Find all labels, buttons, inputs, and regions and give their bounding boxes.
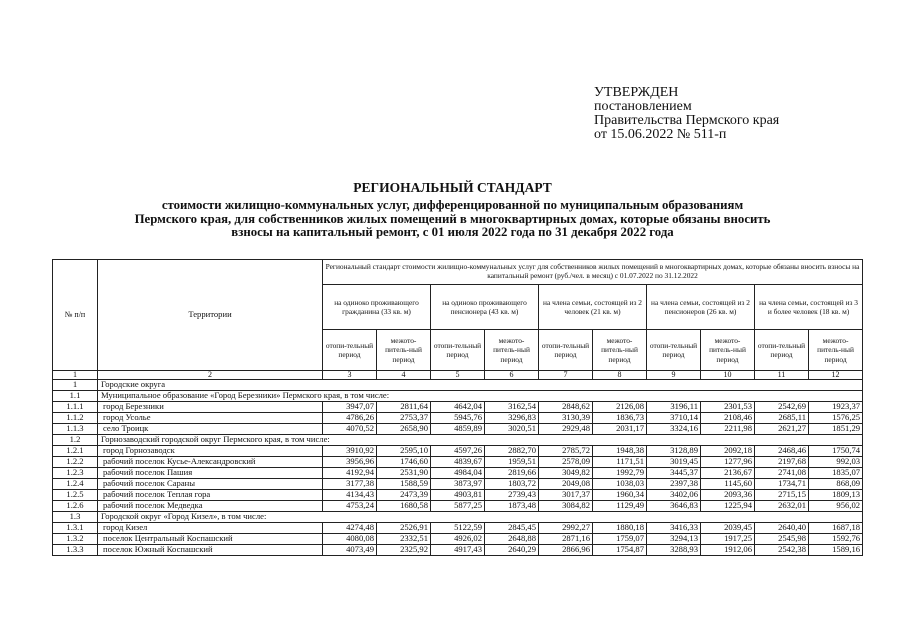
row-value: 2640,29	[485, 545, 539, 556]
row-value: 3130,39	[539, 413, 593, 424]
row-value: 1835,07	[809, 468, 863, 479]
row-value: 3873,97	[431, 479, 485, 490]
row-value: 1959,51	[485, 457, 539, 468]
header-group-4: на члена семьи, состоящей из 2 пенсионеров (26 кв. м)	[647, 285, 755, 330]
row-value: 2640,40	[755, 523, 809, 534]
row-value: 1592,76	[809, 534, 863, 545]
column-numbers-row	[53, 371, 863, 380]
table-row	[53, 468, 863, 479]
row-value: 868,09	[809, 479, 863, 490]
row-value: 2136,67	[701, 468, 755, 479]
row-number: 1.3	[53, 512, 98, 523]
row-value: 3947,07	[323, 402, 377, 413]
table-body	[53, 380, 863, 556]
row-number: 1	[53, 380, 98, 391]
header-col-no: № п/п	[53, 260, 98, 371]
column-number: 7	[539, 371, 593, 380]
row-value: 2929,48	[539, 424, 593, 435]
row-value: 992,03	[809, 457, 863, 468]
row-value: 3128,89	[647, 446, 701, 457]
row-number: 1.1.1	[53, 402, 98, 413]
row-value: 1588,59	[377, 479, 431, 490]
row-value: 5945,76	[431, 413, 485, 424]
row-territory: рабочий поселок Кусье-Александровский	[98, 457, 323, 468]
table-row	[53, 501, 863, 512]
row-number: 1.3.3	[53, 545, 98, 556]
row-value: 1851,29	[809, 424, 863, 435]
row-number: 1.2.5	[53, 490, 98, 501]
column-number: 5	[431, 371, 485, 380]
header-heating: отопи-тельный период	[539, 330, 593, 371]
row-territory: поселок Центральный Коспашский	[98, 534, 323, 545]
row-value: 2197,68	[755, 457, 809, 468]
row-value: 2845,45	[485, 523, 539, 534]
row-value: 3402,06	[647, 490, 701, 501]
document-title: РЕГИОНАЛЬНЫЙ СТАНДАРТ	[353, 180, 552, 195]
row-value: 2848,62	[539, 402, 593, 413]
standards-table	[52, 259, 863, 556]
row-value: 2632,01	[755, 501, 809, 512]
subtitle-line-1: стоимости жилищно-коммунальных услуг, дифференцированной по муниципальным образованиям	[161, 198, 744, 212]
row-value: 956,02	[809, 501, 863, 512]
row-value: 1734,71	[755, 479, 809, 490]
column-number: 9	[647, 371, 701, 380]
row-value: 2092,18	[701, 446, 755, 457]
row-value: 2397,38	[647, 479, 701, 490]
row-territory: рабочий поселок Сараны	[98, 479, 323, 490]
row-territory: город Усолье	[98, 413, 323, 424]
row-value: 4984,04	[431, 468, 485, 479]
row-value: 2545,98	[755, 534, 809, 545]
table-row	[53, 545, 863, 556]
table-row	[53, 446, 863, 457]
row-value: 1917,25	[701, 534, 755, 545]
row-value: 2871,16	[539, 534, 593, 545]
header-interheating: межото-питель-ный период	[809, 330, 863, 371]
row-number: 1.1.2	[53, 413, 98, 424]
row-value: 3020,51	[485, 424, 539, 435]
row-value: 1992,79	[593, 468, 647, 479]
row-value: 4070,52	[323, 424, 377, 435]
row-value: 1145,60	[701, 479, 755, 490]
row-value: 1589,16	[809, 545, 863, 556]
row-value: 2621,27	[755, 424, 809, 435]
table-section-row	[53, 435, 863, 446]
row-value: 5122,59	[431, 523, 485, 534]
header-heating: отопи-тельный период	[647, 330, 701, 371]
row-value: 4839,67	[431, 457, 485, 468]
row-value: 2126,08	[593, 402, 647, 413]
row-value: 1680,58	[377, 501, 431, 512]
row-value: 2031,17	[593, 424, 647, 435]
table-section-row	[53, 391, 863, 402]
row-value: 2741,08	[755, 468, 809, 479]
column-number: 1	[53, 371, 98, 380]
row-value: 2866,96	[539, 545, 593, 556]
row-value: 3162,54	[485, 402, 539, 413]
table-row	[53, 402, 863, 413]
row-value: 2882,70	[485, 446, 539, 457]
column-number: 6	[485, 371, 539, 380]
document-subtitle	[0, 199, 905, 240]
row-value: 1948,38	[593, 446, 647, 457]
column-number: 12	[809, 371, 863, 380]
row-number: 1.2.6	[53, 501, 98, 512]
header-interheating: межото-питель-ный период	[593, 330, 647, 371]
row-value: 1754,87	[593, 545, 647, 556]
column-number: 8	[593, 371, 647, 380]
row-value: 2811,64	[377, 402, 431, 413]
row-number: 1.3.1	[53, 523, 98, 534]
header-interheating: межото-питель-ный период	[377, 330, 431, 371]
row-value: 3017,37	[539, 490, 593, 501]
row-value: 4642,04	[431, 402, 485, 413]
row-value: 1129,49	[593, 501, 647, 512]
row-value: 1225,94	[701, 501, 755, 512]
row-value: 4080,08	[323, 534, 377, 545]
row-value: 3049,82	[539, 468, 593, 479]
row-value: 2301,53	[701, 402, 755, 413]
row-value: 2648,88	[485, 534, 539, 545]
row-value: 3324,16	[647, 424, 701, 435]
row-value: 2108,46	[701, 413, 755, 424]
row-value: 3956,96	[323, 457, 377, 468]
row-value: 2531,90	[377, 468, 431, 479]
row-value: 2093,36	[701, 490, 755, 501]
subtitle-line-3: взносы на капитальный ремонт, с 01 июля 2022 года по 31 декабря 2022 года	[231, 225, 674, 239]
row-value: 2468,46	[755, 446, 809, 457]
row-value: 4903,81	[431, 490, 485, 501]
row-value: 2785,72	[539, 446, 593, 457]
row-value: 2473,39	[377, 490, 431, 501]
row-territory: Муниципальное образование «Город Березники» Пермского края, в том числе:	[98, 391, 863, 402]
row-value: 3288,93	[647, 545, 701, 556]
row-value: 2578,09	[539, 457, 593, 468]
header-group-5: на члена семьи, состоящей из 3 и более человек (18 кв. м)	[755, 285, 863, 330]
row-value: 2595,10	[377, 446, 431, 457]
row-value: 3445,37	[647, 468, 701, 479]
approval-line-1: постановлением	[594, 99, 692, 114]
row-territory: город Кизел	[98, 523, 323, 534]
table-row	[53, 479, 863, 490]
row-territory: село Троицк	[98, 424, 323, 435]
row-value: 3177,38	[323, 479, 377, 490]
header-heating: отопи-тельный период	[431, 330, 485, 371]
row-number: 1.2.4	[53, 479, 98, 490]
row-territory: Городской округ «Город Кизел», в том числе:	[98, 512, 863, 523]
row-territory: город Березники	[98, 402, 323, 413]
row-value: 1803,72	[485, 479, 539, 490]
row-value: 1912,06	[701, 545, 755, 556]
table-header	[53, 260, 863, 380]
column-number: 2	[98, 371, 323, 380]
row-value: 1687,18	[809, 523, 863, 534]
row-value: 4073,49	[323, 545, 377, 556]
row-number: 1.2	[53, 435, 98, 446]
table-section-row	[53, 512, 863, 523]
row-territory: Городские округа	[98, 380, 863, 391]
approval-block	[594, 86, 779, 142]
table-row	[53, 457, 863, 468]
header-heating: отопи-тельный период	[755, 330, 809, 371]
row-number: 1.2.3	[53, 468, 98, 479]
row-value: 4597,26	[431, 446, 485, 457]
row-value: 2715,15	[755, 490, 809, 501]
row-value: 1873,48	[485, 501, 539, 512]
row-value: 2332,51	[377, 534, 431, 545]
column-number: 11	[755, 371, 809, 380]
row-value: 3019,45	[647, 457, 701, 468]
row-value: 4274,48	[323, 523, 377, 534]
row-territory: рабочий поселок Теплая гора	[98, 490, 323, 501]
row-value: 4786,26	[323, 413, 377, 424]
header-group-1: на одиноко проживающего гражданина (33 кв. м)	[323, 285, 431, 330]
row-value: 2992,27	[539, 523, 593, 534]
row-value: 2526,91	[377, 523, 431, 534]
row-territory: рабочий поселок Пашия	[98, 468, 323, 479]
table-row	[53, 424, 863, 435]
header-group-2: на одиноко проживающего пенсионера (43 кв. м)	[431, 285, 539, 330]
row-territory: рабочий поселок Медведка	[98, 501, 323, 512]
row-value: 2658,90	[377, 424, 431, 435]
row-value: 3910,92	[323, 446, 377, 457]
row-value: 3084,82	[539, 501, 593, 512]
row-territory: поселок Южный Коспашский	[98, 545, 323, 556]
row-value: 2049,08	[539, 479, 593, 490]
row-value: 3646,83	[647, 501, 701, 512]
row-value: 2542,69	[755, 402, 809, 413]
row-value: 2739,43	[485, 490, 539, 501]
header-heating: отопи-тельный период	[323, 330, 377, 371]
approval-line-3: от 15.06.2022 № 511-п	[594, 127, 727, 142]
row-number: 1.3.2	[53, 534, 98, 545]
header-interheating: межото-питель-ный период	[701, 330, 755, 371]
table-row	[53, 534, 863, 545]
row-value: 2753,37	[377, 413, 431, 424]
row-value: 1171,51	[593, 457, 647, 468]
row-value: 1923,37	[809, 402, 863, 413]
row-value: 3296,83	[485, 413, 539, 424]
row-value: 1750,74	[809, 446, 863, 457]
header-standard: Региональный стандарт стоимости жилищно-коммунальных услуг для собственников жилых помещений в многоквартирных домах, которые обязаны вносить взносы на капитальный ремонт (руб./чел. в месяц) с 01.07.2022 по 31.12.2022	[323, 260, 863, 285]
table-row	[53, 490, 863, 501]
row-value: 4917,43	[431, 545, 485, 556]
column-number: 3	[323, 371, 377, 380]
row-value: 4192,94	[323, 468, 377, 479]
row-value: 3416,33	[647, 523, 701, 534]
row-value: 1759,07	[593, 534, 647, 545]
row-value: 2211,98	[701, 424, 755, 435]
row-value: 1836,73	[593, 413, 647, 424]
header-group-3: на члена семьи, состоящей из 2 человек (21 кв. м)	[539, 285, 647, 330]
row-value: 5877,25	[431, 501, 485, 512]
row-value: 1880,18	[593, 523, 647, 534]
row-value: 4859,89	[431, 424, 485, 435]
row-value: 1746,60	[377, 457, 431, 468]
row-value: 1038,03	[593, 479, 647, 490]
row-value: 1576,25	[809, 413, 863, 424]
row-value: 4753,24	[323, 501, 377, 512]
header-interheating: межото-питель-ный период	[485, 330, 539, 371]
row-value: 2039,45	[701, 523, 755, 534]
row-territory: город Горнозаводск	[98, 446, 323, 457]
row-value: 3294,13	[647, 534, 701, 545]
row-number: 1.1.3	[53, 424, 98, 435]
row-value: 2325,92	[377, 545, 431, 556]
row-value: 3710,14	[647, 413, 701, 424]
row-number: 1.1	[53, 391, 98, 402]
row-value: 1277,96	[701, 457, 755, 468]
table-section-row	[53, 380, 863, 391]
header-col-territory: Территории	[98, 260, 323, 371]
row-number: 1.2.2	[53, 457, 98, 468]
row-value: 3196,11	[647, 402, 701, 413]
row-value: 1960,34	[593, 490, 647, 501]
approval-line-2: Правительства Пермского края	[594, 113, 780, 128]
row-number: 1.2.1	[53, 446, 98, 457]
row-value: 2542,38	[755, 545, 809, 556]
row-value: 2819,66	[485, 468, 539, 479]
row-value: 2685,11	[755, 413, 809, 424]
column-number: 4	[377, 371, 431, 380]
column-number: 10	[701, 371, 755, 380]
subtitle-line-2: Пермского края, для собственников жилых помещений в многоквартирных домах, которые обязаны вносить	[134, 211, 771, 226]
row-value: 4134,43	[323, 490, 377, 501]
row-value: 1809,13	[809, 490, 863, 501]
table-row	[53, 413, 863, 424]
table-row	[53, 523, 863, 534]
row-territory: Горнозаводский городской округ Пермского края, в том числе:	[98, 435, 863, 446]
row-value: 4926,02	[431, 534, 485, 545]
approval-heading: УТВЕРЖДЕН	[594, 85, 679, 100]
